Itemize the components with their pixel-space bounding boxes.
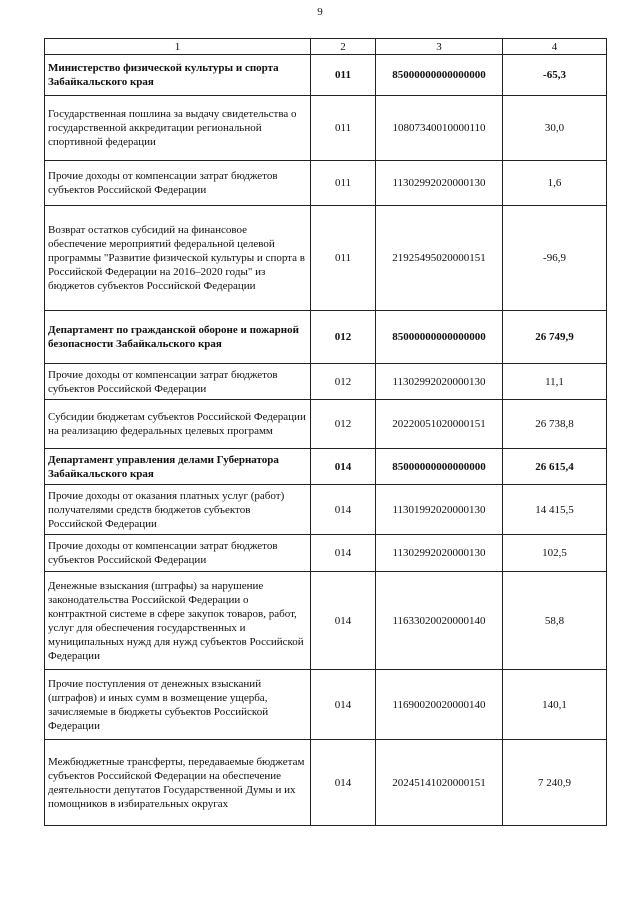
row-code: 011	[311, 206, 376, 311]
row-amount: 30,0	[503, 96, 607, 161]
column-header: 4	[503, 39, 607, 55]
row-code: 014	[311, 572, 376, 670]
row-description: Субсидии бюджетам субъектов Российской Федерации на реализацию федеральных целевых программ	[45, 400, 311, 449]
row-code: 011	[311, 96, 376, 161]
header-row	[45, 39, 607, 55]
row-kbk: 85000000000000000	[376, 449, 503, 485]
row-kbk: 11633020020000140	[376, 572, 503, 670]
row-description: Прочие доходы от оказания платных услуг (работ) получателями средств бюджетов субъектов Российской Федерации	[45, 485, 311, 535]
row-amount: 11,1	[503, 364, 607, 400]
column-header: 1	[45, 39, 311, 55]
row-description: Денежные взыскания (штрафы) за нарушение законодательства Российской Федерации о контрактной системе в сфере закупок товаров, работ, услуг для обеспечения государственных и муниципальных нужд для нужд субъектов Российской Федерации	[45, 572, 311, 670]
row-code: 012	[311, 311, 376, 364]
row-amount: 140,1	[503, 670, 607, 740]
row-amount: 26 615,4	[503, 449, 607, 485]
row-description: Межбюджетные трансферты, передаваемые бюджетам субъектов Российской Федерации на обеспечение деятельности депутатов Государственной Думы и их помощников в избирательных округах	[45, 740, 311, 826]
row-kbk: 20245141020000151	[376, 740, 503, 826]
row-amount: 26 738,8	[503, 400, 607, 449]
row-kbk: 85000000000000000	[376, 311, 503, 364]
row-description: Прочие доходы от компенсации затрат бюджетов субъектов Российской Федерации	[45, 161, 311, 206]
row-kbk: 11690020020000140	[376, 670, 503, 740]
row-amount: 7 240,9	[503, 740, 607, 826]
row-code: 014	[311, 449, 376, 485]
budget-table	[44, 38, 607, 826]
row-kbk: 85000000000000000	[376, 55, 503, 96]
column-header: 2	[311, 39, 376, 55]
row-kbk: 11301992020000130	[376, 485, 503, 535]
row-code: 011	[311, 55, 376, 96]
row-kbk: 20220051020000151	[376, 400, 503, 449]
row-description: Департамент по гражданской обороне и пожарной безопасности Забайкальского края	[45, 311, 311, 364]
page-number: 9	[317, 6, 323, 18]
row-amount: -96,9	[503, 206, 607, 311]
row-amount: 26 749,9	[503, 311, 607, 364]
row-description: Министерство физической культуры и спорта Забайкальского края	[45, 55, 311, 96]
row-amount: 14 415,5	[503, 485, 607, 535]
row-kbk: 11302992020000130	[376, 161, 503, 206]
row-code: 012	[311, 400, 376, 449]
row-description: Прочие доходы от компенсации затрат бюджетов субъектов Российской Федерации	[45, 535, 311, 572]
row-kbk: 11302992020000130	[376, 364, 503, 400]
row-description: Прочие поступления от денежных взысканий (штрафов) и иных сумм в возмещение ущерба, зачисляемые в бюджеты субъектов Российской Федерации	[45, 670, 311, 740]
column-header: 3	[376, 39, 503, 55]
row-description: Департамент управления делами Губернатора Забайкальского края	[45, 449, 311, 485]
row-code: 012	[311, 364, 376, 400]
row-amount: 102,5	[503, 535, 607, 572]
row-code: 014	[311, 535, 376, 572]
row-amount: 58,8	[503, 572, 607, 670]
row-kbk: 10807340010000110	[376, 96, 503, 161]
row-code: 014	[311, 670, 376, 740]
row-description: Государственная пошлина за выдачу свидетельства о государственной аккредитации региональной спортивной федерации	[45, 96, 311, 161]
row-amount: 1,6	[503, 161, 607, 206]
row-code: 011	[311, 161, 376, 206]
row-description: Возврат остатков субсидий на финансовое обеспечение мероприятий федеральной целевой программы "Развитие физической культуры и спорта в Российской Федерации на 2016–2020 годы" из бюджетов субъектов Российской Федерации	[45, 206, 311, 311]
row-amount: -65,3	[503, 55, 607, 96]
row-kbk: 21925495020000151	[376, 206, 503, 311]
row-kbk: 11302992020000130	[376, 535, 503, 572]
row-code: 014	[311, 485, 376, 535]
row-code: 014	[311, 740, 376, 826]
row-description: Прочие доходы от компенсации затрат бюджетов субъектов Российской Федерации	[45, 364, 311, 400]
